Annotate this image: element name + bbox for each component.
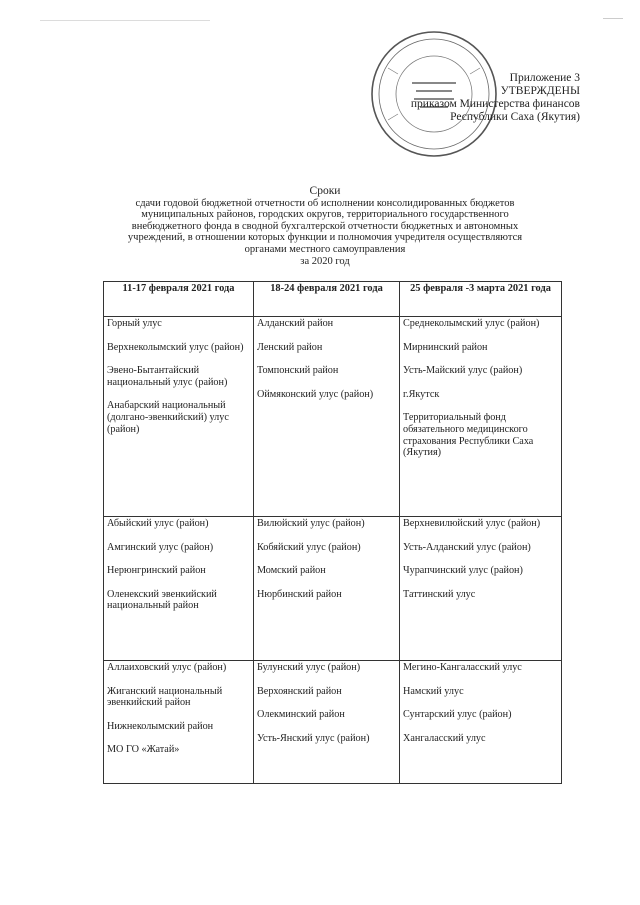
district-name: Амгинский улус (район) [107, 541, 214, 553]
district-name: Мегино-Кангаласский улус [403, 662, 522, 673]
title-year: за 2020 год [300, 255, 350, 267]
table-cell [104, 661, 254, 784]
district-name: Чурапчинский улус (район) [403, 565, 523, 577]
table-cell [254, 661, 400, 784]
table-row [104, 517, 562, 661]
district-name: Верхневилюйский улус (район) [403, 518, 541, 529]
district-name: Алданский район [257, 318, 334, 329]
table-cell [400, 317, 562, 517]
district-name: Усть-Майский улус (район) [403, 365, 523, 377]
appendix-label: Приложение 3 [509, 72, 580, 84]
republic-line: Республики Саха (Якутия) [450, 111, 580, 123]
district-name: Нюрбинский район [257, 588, 342, 600]
district-name: Территориальный фонд обязательного медицинского страхования Республики Саха (Якутия) [403, 412, 534, 459]
district-name: Усть-Янский улус (район) [257, 732, 370, 744]
district-name: Усть-Алданский улус (район) [403, 541, 531, 553]
title-line: внебюджетного фонда в сводной бухгалтерской отчетности бюджетных и автономных [131, 220, 519, 232]
table-cell [254, 317, 400, 517]
scan-artifact-corner [603, 18, 623, 19]
district-name: Хангаласский улус [403, 732, 486, 744]
table-cell [400, 661, 562, 784]
column-header: 25 февраля -3 марта 2021 года [400, 282, 562, 317]
district-name: Нерюнгринский район [107, 565, 206, 577]
table-cell [104, 317, 254, 517]
table-cell [254, 517, 400, 661]
district-name: Верхоянский район [257, 685, 342, 697]
district-name: Мирнинский район [403, 341, 488, 353]
column-header: 11-17 февраля 2021 года [104, 282, 254, 317]
column-header: 18-24 февраля 2021 года [254, 282, 400, 317]
title-line: муниципальных районов, городских округов, территориального государственного [141, 209, 509, 221]
approval-header [380, 72, 580, 124]
district-name: Оймяконский улус (район) [257, 388, 374, 400]
title-main: Сроки [309, 185, 341, 197]
district-name: Оленекский эвенкийский национальный район [107, 588, 217, 612]
district-name: Аллаиховский улус (район) [107, 662, 227, 673]
district-name: Томпонский район [257, 365, 339, 377]
district-name: Вилюйский улус (район) [257, 518, 365, 529]
table-cell [104, 517, 254, 661]
district-name: Абыйский улус (район) [107, 518, 209, 529]
approved-label: УТВЕРЖДЕНЫ [500, 85, 580, 97]
table-header-row [104, 282, 562, 317]
district-name: Сунтарский улус (район) [403, 709, 512, 721]
district-name: Ленский район [257, 341, 323, 353]
district-name: г.Якутск [403, 388, 440, 400]
table-cell [400, 517, 562, 661]
district-name: Таттинский улус [403, 588, 476, 600]
schedule-table [103, 281, 562, 784]
district-name: Эвено-Бытантайский национальный улус (район) [107, 365, 228, 388]
order-line: приказом Министерства финансов [410, 98, 580, 110]
title-line: учреждений, в отношении которых функции и полномочия учредителя осуществляются [127, 232, 523, 244]
table-row [104, 317, 562, 517]
district-name: Анабарский национальный (долгано-эвенкийский) улус (район) [107, 400, 229, 435]
district-name: Момский район [257, 565, 326, 577]
district-name: Намский улус [403, 685, 464, 697]
table-row [104, 661, 562, 784]
district-name: Нижнеколымский район [107, 720, 214, 732]
title-line: органами местного самоуправления [244, 243, 406, 255]
district-name: Жиганский национальный эвенкийский район [107, 685, 223, 709]
district-name: Верхнеколымский улус (район) [107, 341, 244, 353]
district-name: Кобяйский улус (район) [257, 541, 361, 553]
document-title [75, 186, 575, 267]
title-line: сдачи годовой бюджетной отчетности об исполнении консолидированных бюджетов [135, 197, 515, 209]
scan-artifact-top [40, 20, 210, 21]
district-name: МО ГО «Жатай» [107, 744, 180, 756]
district-name: Горный улус [107, 318, 162, 329]
district-name: Среднеколымский улус (район) [403, 318, 540, 329]
district-name: Олекминский район [257, 709, 345, 721]
district-name: Булунский улус (район) [257, 662, 361, 673]
